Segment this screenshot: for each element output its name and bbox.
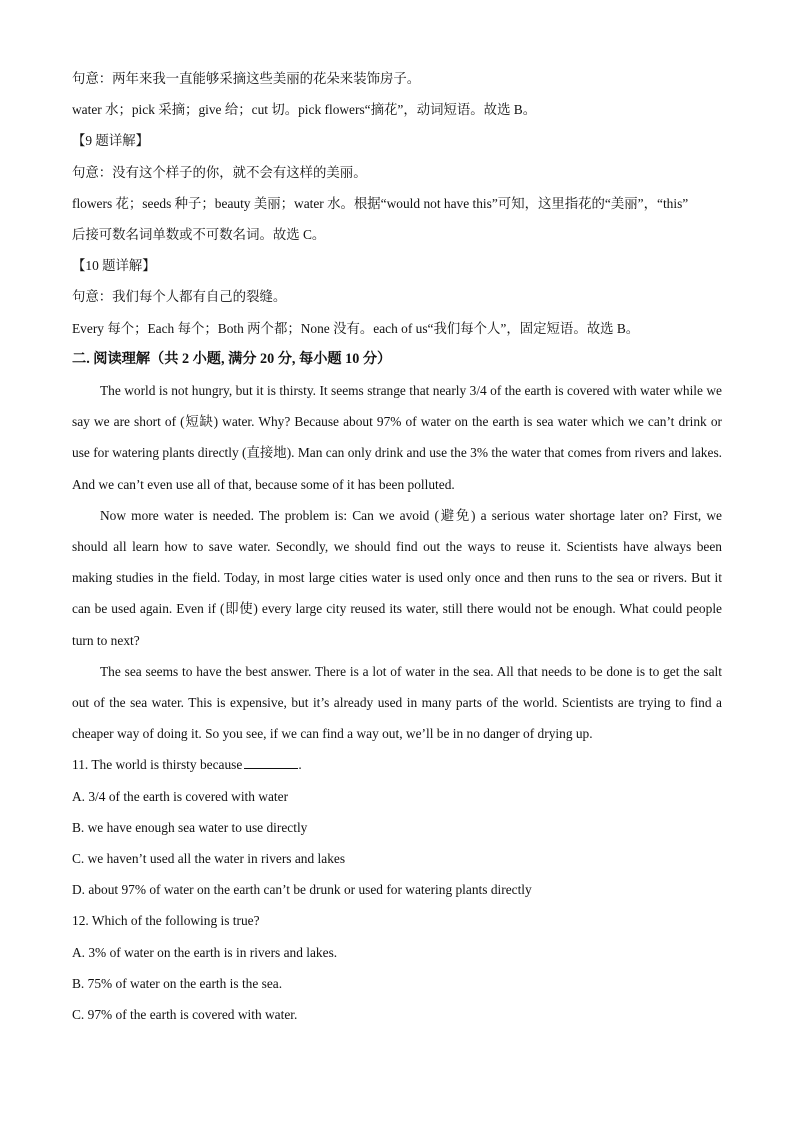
answer-option: B. we have enough sea water to use directly xyxy=(72,819,308,835)
explanation-line: Every 每个；Each 每个；Both 两个都；None 没有。each of us“我们每个人”，固定短语。故选 B。 xyxy=(72,320,640,336)
passage-paragraph: Now more water is needed. The problem is: Can we avoid (避免) a serious water shortage later on? First, we should all learn how to save water. Secondly, we should find out the ways to reuse it. Scientists have always been making studies in the field. Today, in most large cities water is used only once and then runs to the sea or rivers. But it can be used again. Even if (即使) every large city reused its water, still there would not be enough. What could people turn to next? xyxy=(72,507,722,648)
answer-option: B. 75% of water on the earth is the sea. xyxy=(72,975,283,991)
answer-blank xyxy=(244,756,298,769)
explanation-line: 句意：两年来我一直能够采摘这些美丽的花朵来装饰房子。 xyxy=(72,71,421,86)
explanation-line: flowers 花；seeds 种子；beauty 美丽；water 水。根据“would not have this”可知，这里指花的“美丽”，“this” xyxy=(72,195,689,211)
explanation-line: water 水；pick 采摘；give 给；cut 切。pick flowers“摘花”，动词短语。故选 B。 xyxy=(72,102,537,118)
question-stem xyxy=(72,749,722,780)
answer-option: C. we haven’t used all the water in rivers and lakes xyxy=(72,851,346,867)
answer-option: D. about 97% of water on the earth can’t be drunk or used for watering plants directly xyxy=(72,882,532,898)
passage-paragraph: The world is not hungry, but it is thirsty. It seems strange that nearly 3/4 of the earth is covered with water while we say we are short of (短缺) water. Why? Because about 97% of water on the earth is sea water which we can’t drink or use for watering plants directly (直接地). Man can only drink and use the 3% the water that comes from rivers and lakes. And we can’t even use all of that, because some of it has been polluted. xyxy=(72,383,722,492)
explanation-line: 后接可数名词单数或不可数名词。故选 C。 xyxy=(72,227,326,243)
passage-paragraph: The sea seems to have the best answer. There is a lot of water in the sea. All that needs to be done is to get the salt out of the sea water. This is expensive, but it’s already used in many parts of the world. Scientists are trying to find a cheaper way of doing it. So you see, if we can find a way out, we’ll be in no danger of drying up. xyxy=(72,663,722,742)
explanation-line: 句意：没有这个样子的你，就不会有这样的美丽。 xyxy=(72,164,367,180)
question-stem-end: . xyxy=(298,757,302,773)
question-stem: 12. Which of the following is true? xyxy=(72,913,260,929)
question-10-label: 【10 题详解】 xyxy=(72,258,156,274)
explanation-line: 句意：我们每个人都有自己的裂缝。 xyxy=(72,289,287,305)
question-9-label: 【9 题详解】 xyxy=(72,133,149,149)
answer-option: C. 97% of the earth is covered with water. xyxy=(72,1007,298,1023)
question-stem-text: 11. The world is thirsty because xyxy=(72,757,243,773)
section-heading: 二. 阅读理解（共 2 小题, 满分 20 分, 每小题 10 分） xyxy=(72,350,392,367)
answer-option: A. 3% of water on the earth is in rivers and lakes. xyxy=(72,944,338,960)
answer-option: A. 3/4 of the earth is covered with water xyxy=(72,788,289,804)
